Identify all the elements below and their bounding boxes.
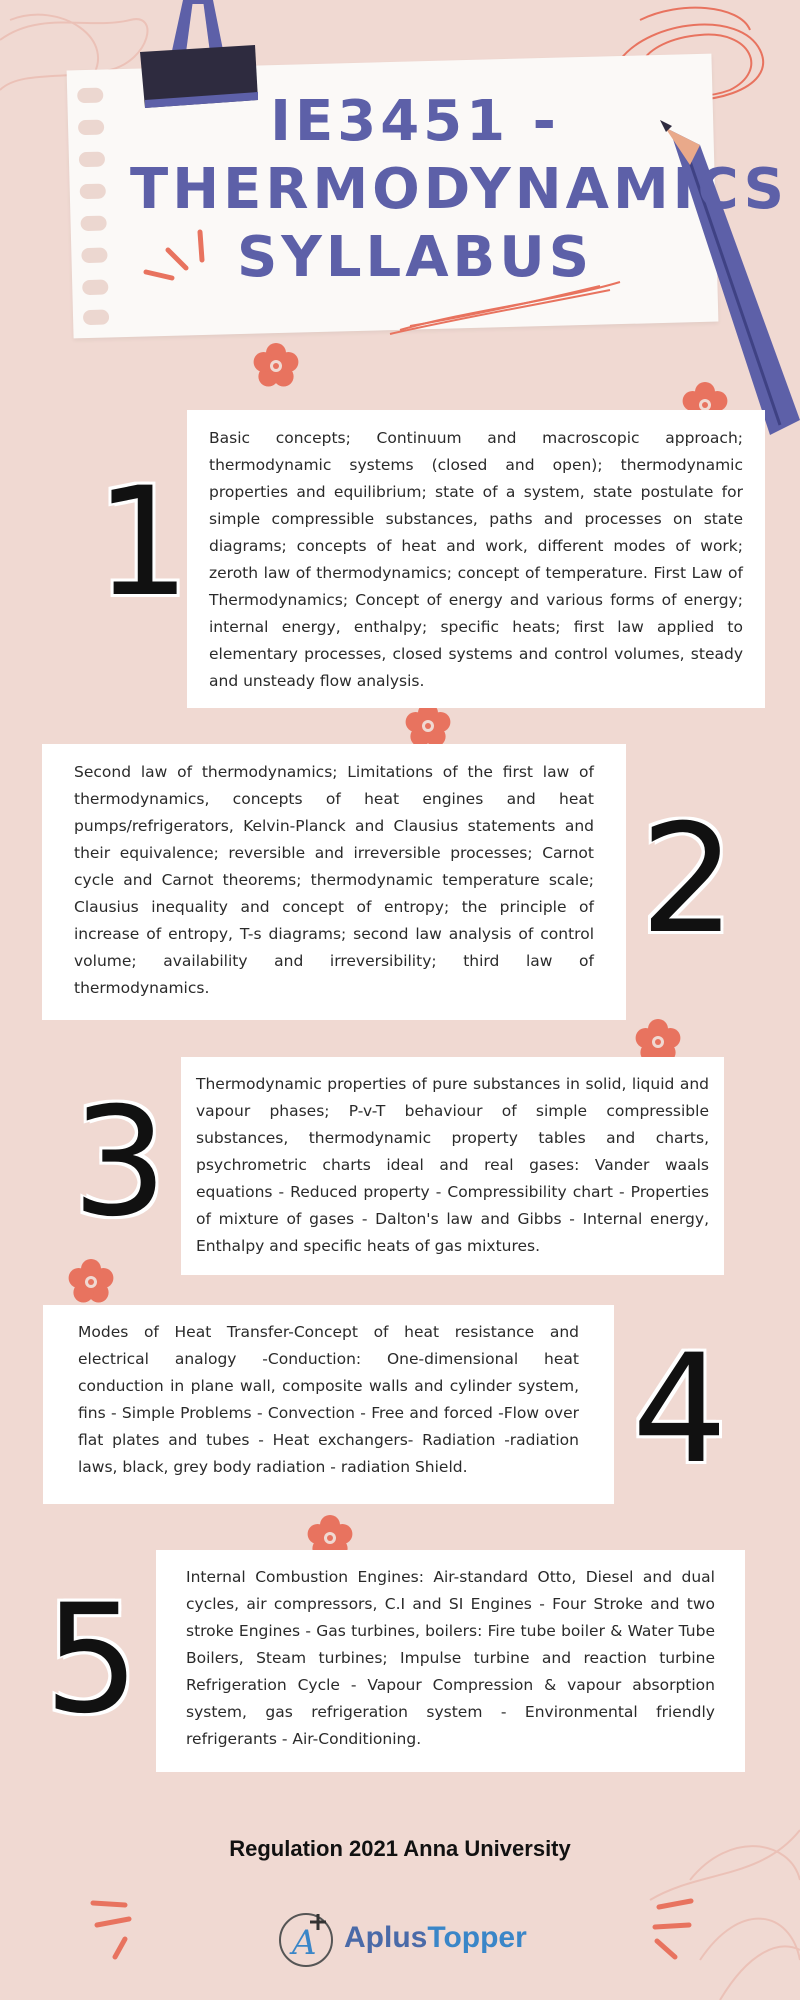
page-title bbox=[130, 88, 788, 292]
spark-right-icon bbox=[645, 1895, 705, 1965]
unit-4-number: 4 bbox=[632, 1323, 728, 1497]
unit-1-box bbox=[187, 410, 765, 708]
aplustopper-logo[interactable] bbox=[278, 1908, 527, 1968]
unit-2-box bbox=[42, 744, 626, 1020]
unit-4-box bbox=[43, 1305, 614, 1504]
unit-3-text: Thermodynamic properties of pure substances in solid, liquid and vapour phases; P-v-T behaviour of simple compressible substances, thermodynamic property tables and charts, psychrometric charts ideal and real gases: Vander waals equations - Reduced property - Compressibility chart - Properties of mixture of gases - Dalton's law and Gibbs - Internal energy, Enthalpy and specific heats of gas mixtures. bbox=[196, 1075, 709, 1255]
svg-text:A: A bbox=[292, 1923, 317, 1963]
flower-icon bbox=[248, 338, 304, 394]
unit-5-text: Internal Combustion Engines: Air-standard Otto, Diesel and dual cycles, air compressors, C.I and SI Engines - Four Stroke and two stroke Engines - Gas turbines, boilers: Fire tube boiler & Water Tube Boilers, Steam turbines; Impulse turbine and reaction turbine Refrigeration Cycle - Vapour Compression & vapour absorption system, gas refrigeration system - Environmental friendly refrigerants - Air-Conditioning. bbox=[186, 1568, 715, 1748]
title-line-2: THERMODYNAMICS bbox=[130, 157, 788, 222]
unit-4-text: Modes of Heat Transfer-Concept of heat resistance and electrical analogy -Conduction: One-dimensional heat conduction in plane wall, composite walls and cylinder system, fins - Simple Problems - Convection - Free and forced -Flow over flat plates and tubes - Heat exchangers- Radiation -radiation laws, black, grey body radiation - radiation Shield. bbox=[78, 1323, 579, 1476]
unit-3-number: 3 bbox=[72, 1076, 168, 1250]
logo-text-aplus: Aplus bbox=[344, 1921, 428, 1954]
unit-5-box bbox=[156, 1550, 745, 1772]
unit-1-text: Basic concepts; Continuum and macroscopic approach; thermodynamic systems (closed and open); thermodynamic properties and equilibrium; state of a system, state postulate for simple compressible substances, paths and processes on state diagrams; concepts of heat and work, different modes of work; zeroth law of thermodynamics; concept of temperature. First Law of Thermodynamics; Concept of energy and various forms of energy; internal energy, enthalpy; specific heats; first law applied to elementary processes, closed systems and control volumes, steady and unsteady flow analysis. bbox=[209, 429, 743, 690]
unit-3-box bbox=[181, 1057, 724, 1275]
unit-1-number: 1 bbox=[95, 456, 191, 630]
unit-2-number: 2 bbox=[640, 793, 736, 967]
spark-left-icon bbox=[85, 1895, 145, 1965]
title-line-1: IE3451 - bbox=[270, 89, 560, 154]
unit-2-text: Second law of thermodynamics; Limitations of the first law of thermodynamics, concepts of heat engines and heat pumps/refrigerators, Kelvin-Planck and Clausius statements and their equivalence; reversible and irreversible processes; Carnot cycle and Carnot theorems; thermodynamic temperature scale; Clausius inequality and concept of entropy; the principle of increase of entropy, T-s diagrams; second law analysis of control volume; availability and irreversibility; third law of thermodynamics. bbox=[74, 763, 594, 997]
title-line-3: SYLLABUS bbox=[236, 225, 594, 290]
aplus-logo-icon bbox=[278, 1908, 338, 1968]
regulation-text: Regulation 2021 Anna University bbox=[229, 1836, 571, 1861]
logo-text-topper: Topper bbox=[427, 1921, 527, 1954]
flower-icon bbox=[63, 1254, 119, 1310]
logo-text bbox=[344, 1921, 527, 1955]
unit-5-number: 5 bbox=[44, 1573, 140, 1747]
